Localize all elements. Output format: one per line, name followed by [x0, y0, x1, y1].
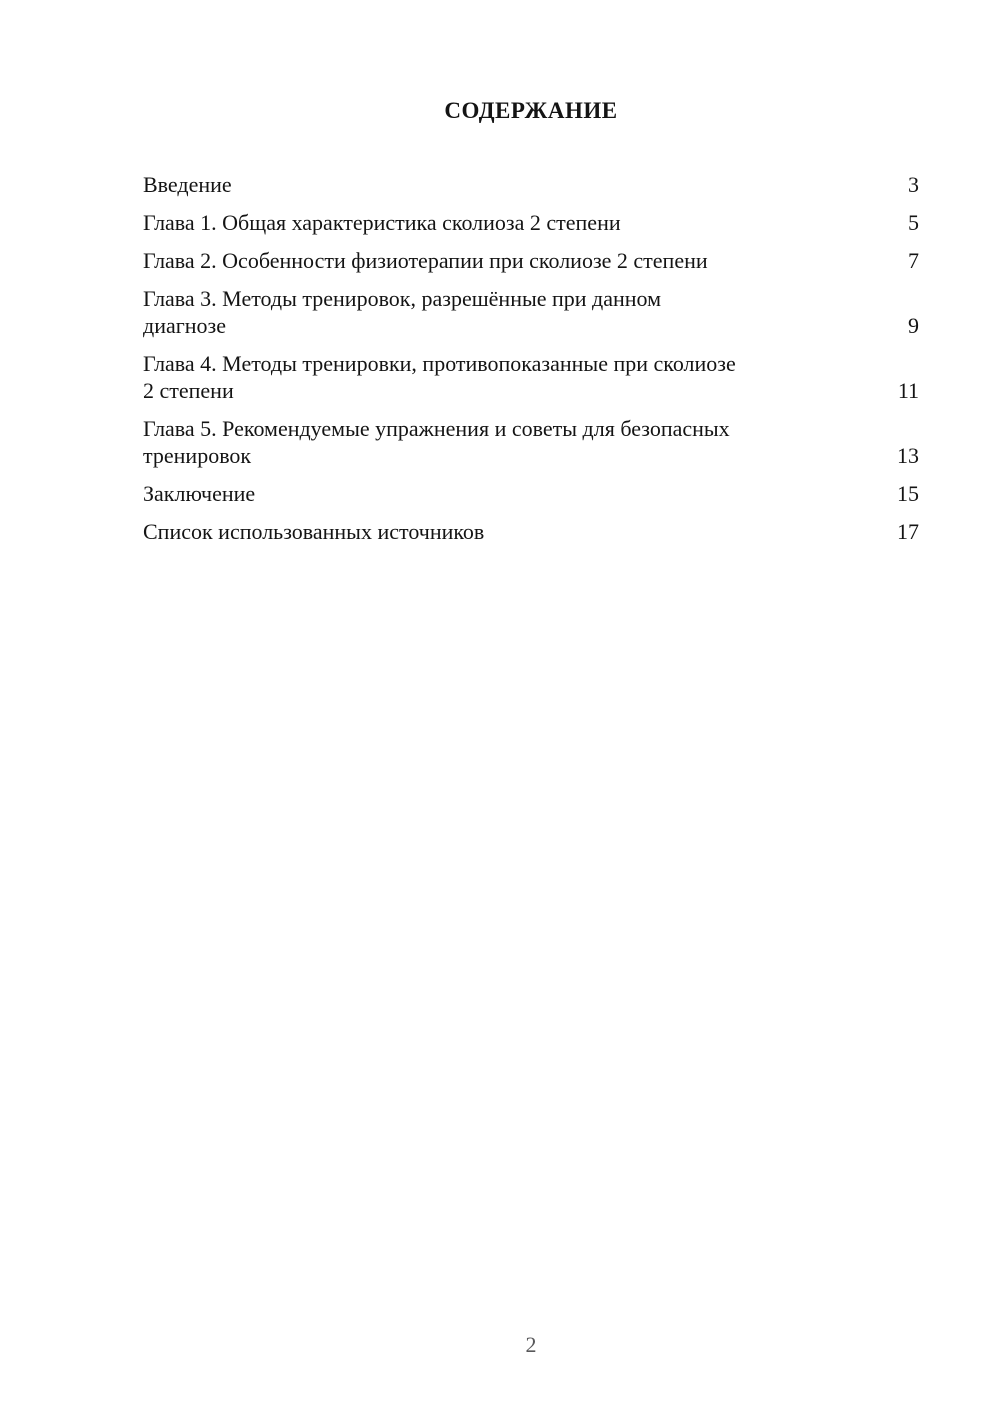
toc-entry	[143, 518, 919, 545]
toc-entry-title	[143, 171, 232, 198]
toc-entry-page-number: 3	[908, 172, 919, 197]
table-of-contents	[143, 171, 919, 545]
toc-entry	[143, 480, 919, 507]
toc-entry-page-number: 15	[897, 481, 919, 506]
toc-entry	[143, 415, 919, 469]
toc-entry-title	[143, 247, 708, 274]
toc-entry-line: Глава 4. Методы тренировки, противопоказанные при сколиозе	[143, 351, 736, 376]
toc-entry-page-number: 11	[897, 378, 919, 403]
toc-entry	[143, 209, 919, 236]
toc-entry-page-number: 5	[908, 210, 919, 235]
toc-entry-title	[143, 209, 621, 236]
toc-entry-title	[143, 285, 661, 339]
toc-entry	[143, 285, 919, 339]
toc-entry	[143, 247, 919, 274]
toc-entry-line: Список использованных источников	[143, 519, 485, 544]
toc-entry-line: Введение	[143, 172, 232, 197]
toc-entry-line: тренировок	[143, 443, 252, 468]
toc-entry-line: 2 степени	[143, 378, 234, 403]
toc-entry-title	[143, 415, 730, 469]
toc-entry-line: Заключение	[143, 481, 256, 506]
toc-entry-page-number: 9	[908, 313, 919, 338]
toc-entry-page-number: 17	[897, 519, 919, 544]
toc-entry-line: Глава 3. Методы тренировок, разрешённые при данном	[143, 286, 662, 311]
toc-entry-line: диагнозе	[143, 313, 226, 338]
toc-entry-page-number: 7	[908, 248, 919, 273]
toc-entry	[143, 350, 919, 404]
toc-entry-title	[143, 480, 255, 507]
toc-entry-title	[143, 350, 736, 404]
footer-page-number: 2	[525, 1332, 537, 1357]
toc-entry-page-number: 13	[897, 443, 919, 468]
toc-entry-line: Глава 1. Общая характеристика сколиоза 2 степени	[143, 210, 621, 235]
page-title: СОДЕРЖАНИЕ	[444, 98, 618, 123]
toc-entry-title	[143, 518, 484, 545]
toc-entry-line: Глава 2. Особенности физиотерапии при сколиозе 2 степени	[143, 248, 708, 273]
toc-entry-line: Глава 5. Рекомендуемые упражнения и советы для безопасных	[143, 416, 730, 441]
page-content	[143, 0, 919, 556]
toc-entry	[143, 171, 919, 198]
